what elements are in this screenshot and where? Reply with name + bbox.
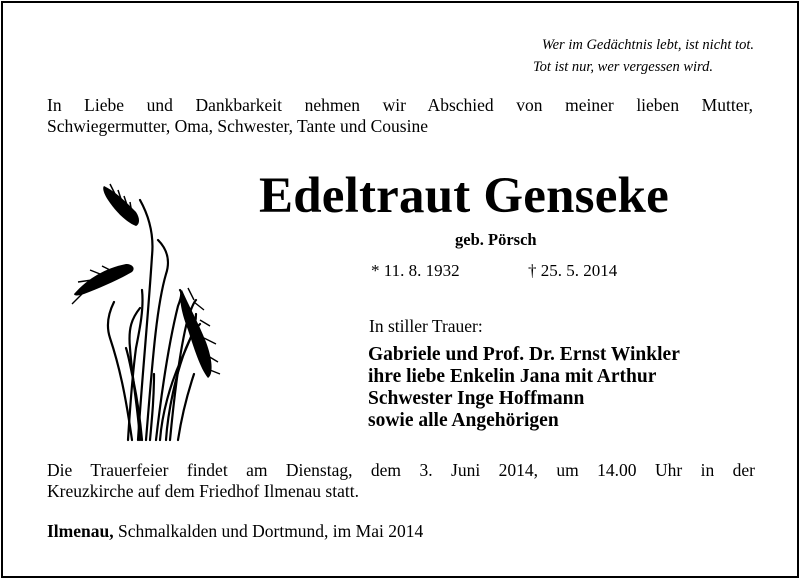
closing-rest: Schmalkalden und Dortmund, im Mai 2014 [113,521,424,541]
intro-line-1: In Liebe und Dankbarkeit nehmen wir Abschied von meiner lieben Mutter, [47,95,753,115]
funeral-line-1: Die Trauerfeier findet am Dienstag, dem 3. Juni 2014, um 14.00 Uhr in der [47,460,755,480]
motto-line-2: Tot ist nur, wer vergessen wird. [532,59,713,75]
mourning-heading: In stiller Trauer: [369,316,483,336]
death-date: † 25. 5. 2014 [528,261,618,280]
birth-date: * 11. 8. 1932 [371,261,460,280]
wheat-stalks-icon [70,178,230,448]
mourner-line: Schwester Inge Hoffmann [368,388,585,409]
mourner-line: sowie alle Angehörigen [368,410,559,431]
mourners-list [368,344,680,432]
closing-place: Ilmenau, [47,521,114,541]
intro-line-2: Schwiegermutter, Oma, Schwester, Tante und Cousine [47,116,428,136]
mourner-line: Gabriele und Prof. Dr. Ernst Winkler [368,344,680,365]
intro-text [47,95,753,137]
mourner-line: ihre liebe Enkelin Jana mit Arthur [368,366,657,387]
motto-line-1: Wer im Gedächtnis lebt, ist nicht tot. [541,37,754,53]
deceased-name: Edeltraut Genseke [259,168,669,224]
maiden-name: geb. Pörsch [455,230,537,249]
funeral-notice [47,460,755,502]
closing-line [47,521,423,542]
funeral-line-2: Kreuzkirche auf dem Friedhof Ilmenau statt. [47,481,359,501]
